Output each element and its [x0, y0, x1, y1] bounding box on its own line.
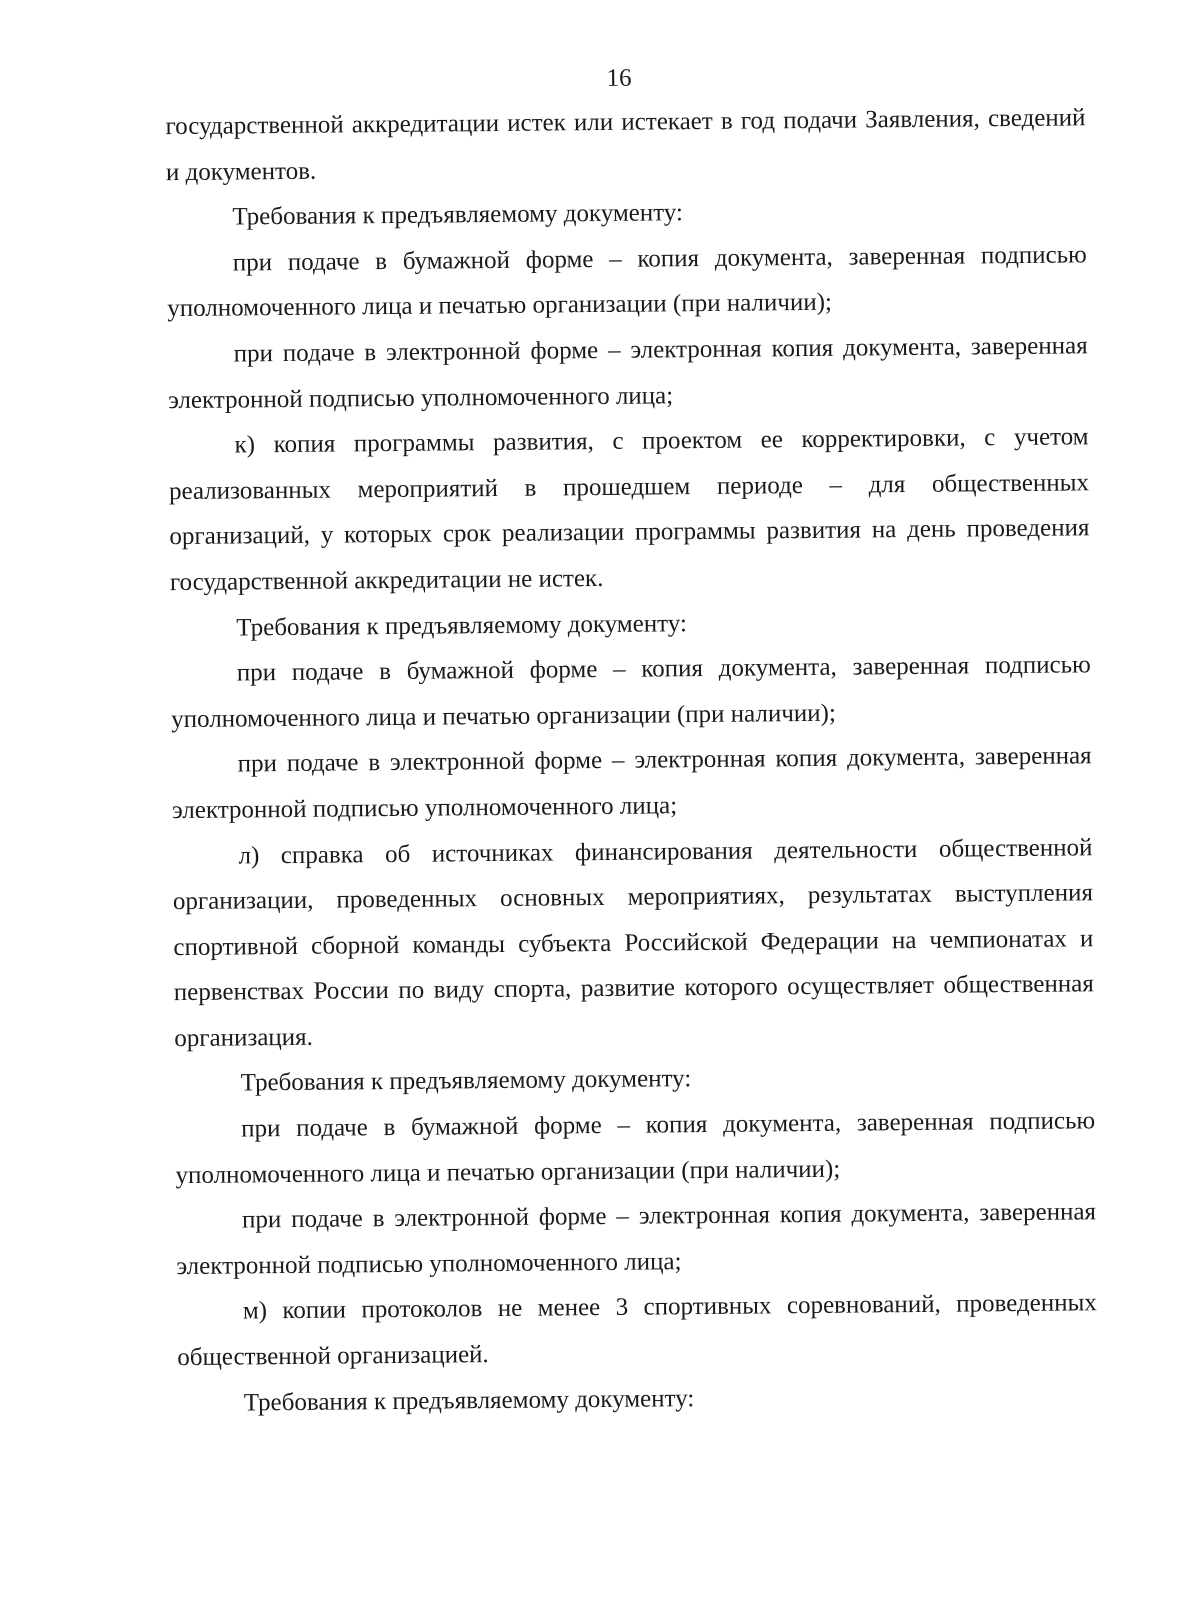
paragraph-requirements-heading: Требования к предъявляемому документу:: [240, 1065, 692, 1097]
paragraph-item-l: л) справка об источниках финансирования деятельности общественной организации, проведенных основных мероприятиях, результатах выступления спортивной сборной команды субъекта Российской Федерации на чемпионатах и первенствах России по виду спорта, развитие которого осуществляет общественная организация.: [172, 833, 1094, 1052]
page-number: 16: [606, 64, 632, 92]
paragraph-paper-form: при подаче в бумажной форме – копия документа, заверенная подписью уполномоченного лица и печатью организации (при наличии);: [175, 1107, 1096, 1189]
paragraph-electronic-form: при подаче в электронной форме – электронная копия документа, заверенная электронной подписью уполномоченного лица;: [171, 742, 1092, 825]
paragraph-continuation: государственной аккредитации истек или истекает в год подачи Заявления, сведений и документов.: [165, 104, 1086, 186]
paragraph-electronic-form: при подаче в электронной форме – электронная копия документа, заверенная электронной подписью уполномоченного лица;: [176, 1198, 1097, 1280]
paragraph-requirements-heading: Требования к предъявляемому документу:: [232, 199, 684, 231]
paragraph-item-m: м) копии протоколов не менее 3 спортивных соревнований, проведенных общественной организацией.: [177, 1289, 1097, 1372]
paragraph-electronic-form: при подаче в электронной форме – электронная копия документа, заверенная электронной подписью уполномоченного лица;: [168, 332, 1088, 414]
paragraph-item-k: к) копия программы развития, с проектом ее корректировки, с учетом реализованных мероприятий в прошедшем периоде – для общественных организаций, у которых срок реализации программы развития на день проведения государственной аккредитации не истек.: [168, 423, 1090, 597]
paragraph-paper-form: при подаче в бумажной форме – копия документа, заверенная подписью уполномоченного лица и печатью организации (при наличии);: [171, 651, 1091, 733]
paragraph-paper-form: при подаче в бумажной форме – копия документа, заверенная подписью уполномоченного лица и печатью организации (при наличии);: [167, 241, 1087, 323]
paragraph-requirements-heading: Требования к предъявляемому документу:: [243, 1384, 695, 1417]
paragraph-requirements-heading: Требования к предъявляемому документу:: [236, 609, 687, 642]
document-body: [165, 95, 1098, 1426]
